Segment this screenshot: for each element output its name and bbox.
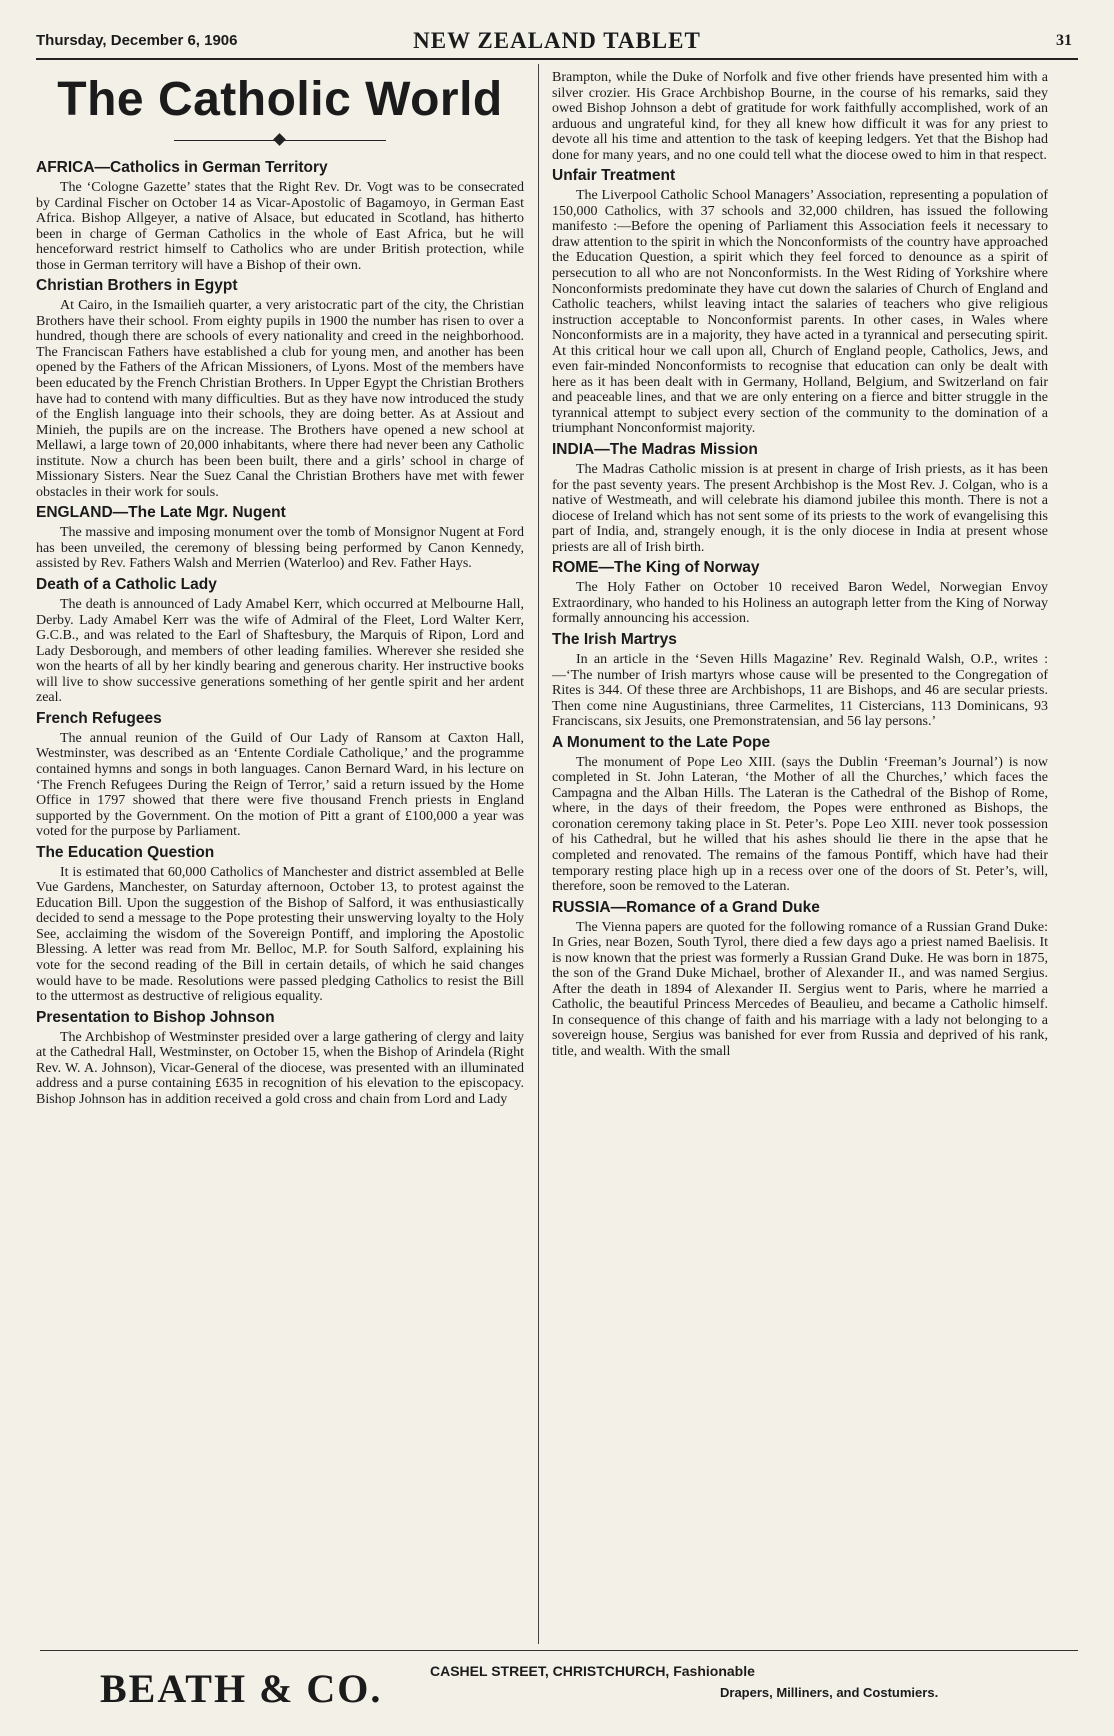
article: [552, 899, 1048, 1060]
article-paragraph: It is estimated that 60,000 Catholics of Manchester and district assembled at Belle Vue Gardens, Manchester, on Saturday afternoon, October 13, to protest against the Education Bill. Upon the suggestion of the Bishop of Salford, it was enthusiastically decided to send a message to the Pope protesting their unswerving loyalty to the Holy See, acclaiming the wisdom of the Sovereign Pontiff, and imploring the Apostolic Blessing. A letter was read from Mr. Belloc, M.P. for South Salford, explaining his vote for the second reading of the Bill in certain details, of which he said changes would have to be made. Resolutions were passed pledging Catholics to resist the Bill to the uttermost as destructive of religious equality.: [36, 864, 524, 1005]
title-ornament: [36, 131, 524, 151]
article-heading: Christian Brothers in Egypt: [36, 277, 238, 295]
article: [36, 277, 524, 500]
article-heading: The Education Question: [36, 843, 215, 861]
article-paragraph: The Liverpool Catholic School Managers’ Association, representing a population of 150,000 Catholics, with 37 schools and 32,000 children, has issued the following manifesto :—Before the opening of Parliament this Association feels it necessary to draw attention to the spirit in which the Nonconformists of the country have approached the Education Question, a spirit which they feel forced to denounce as a spirit of persecution to all who are not Nonconformists. In the West Riding of Yorkshire where Nonconformists predominate they have cut down the salaries of Church of England and Catholic teachers, whilst leaving intact the salaries of teachers who give religious instruction acceptable to Nonconformist parents. In other cases, in Wales where Nonconformists are in a majority, they have acted in a tyrannical and persecuting spirit. At this critical hour we call upon all, Church of England people, Catholics, Jews, and even fair-minded Nonconformists to recognise that education can only be dealt with here as it has been dealt with in Germany, Holland, Belgium, and Switzerland on fair and peaceable lines, and that we are only entering on a fierce and bitter struggle in the tyrannical attempt to subject every section of the community to the domination of a triumphant Nonconformist majority.: [552, 188, 1048, 437]
article: [36, 159, 524, 273]
article-heading: French Refugees: [36, 709, 162, 727]
article-heading: RUSSIA—Romance of a Grand Duke: [552, 898, 820, 916]
article-heading: Unfair Treatment: [552, 167, 676, 185]
article: [36, 504, 524, 572]
article-paragraph: The Archbishop of Westminster presided over a large gathering of clergy and laity at the Cathedral Hall, Westminster, on October 15, when the Bishop of Arindela (Right Rev. W. A. Johnson), Vicar-General of the diocese, was presented with an illuminated address and a purse containing £635 in recognition of his elevation to the episcopacy. Bishop Johnson has in addition received a gold cross and chain from Lord and Lady: [36, 1029, 524, 1107]
right-column: [552, 70, 1048, 1638]
article-paragraph: The Madras Catholic mission is at present in charge of Irish priests, as it has been for the past seventy years. The present Archbishop is the Most Rev. J. Colgan, who is a native of Westmeath, and will celebrate his diamond jubilee this month. There is not a diocese of Ireland which has not sent some of its priests to the work of evangelising this part of India, and, strangely enough, it is the only diocese in India at present whose priests are all of Irish birth.: [552, 462, 1048, 555]
advert-brand: BEATH & CO.: [100, 1666, 383, 1711]
advertisement-footer: [40, 1650, 1078, 1721]
article-paragraph: In an article in the ‘Seven Hills Magazine’ Rev. Reginald Walsh, O.P., writes :—‘The number of Irish martyrs whose cause will be presented to the Congregation of Rites is 344. Of these three are Archbishops, 11 are Bishops, and 46 are secular priests. Then come nine Augustinians, three Carmelites, 11 Cistercians, 113 Dominicans, 93 Franciscans, six Jesuits, one Premonstratensian, and 56 lay persons.’: [552, 651, 1048, 730]
left-articles: [36, 159, 524, 1107]
article-paragraph: The Holy Father on October 10 received Baron Wedel, Norwegian Envoy Extraordinary, who handed to his Holiness an autograph letter from the King of Norway formally announcing his accession.: [552, 580, 1048, 627]
article-heading: Presentation to Bishop Johnson: [36, 1008, 275, 1026]
advert-address: CASHEL STREET, CHRISTCHURCH, Fashionable: [430, 1663, 755, 1679]
article-paragraph: The ‘Cologne Gazette’ states that the Right Rev. Dr. Vogt was to be consecrated by Cardinal Fischer on October 14 as Vicar-Apostolic of Bagamoyo, in German East Africa. Bishop Allgeyer, a native of Alsace, but educated in Scotland, has hitherto been in charge of German Catholics in the whole of East Africa, but he will henceforward restrict himself to Catholics who are under British protection, while those in German territory will have a Bishop of their own.: [36, 180, 524, 273]
diamond-ornament-icon: [273, 133, 286, 146]
article: [552, 441, 1048, 555]
section-title: The Catholic World: [57, 73, 503, 126]
page-number: 31: [1056, 32, 1072, 49]
article-paragraph: The annual reunion of the Guild of Our Lady of Ransom at Caxton Hall, Westminster, was described as an ‘Entente Cordiale Catholique,’ and the programme contained hymns and songs in both languages. Canon Bernard Ward, in his lecture on ‘The French Refugees During the Reign of Terror,’ said a return issued by the Home Office in 1797 showed that there were five thousand French priests in England supported by the Government. On the motion of Pitt a grant of £100,000 a year was voted for the purpose by Parliament.: [36, 730, 524, 840]
page-header: [36, 28, 1078, 60]
article-paragraph: The monument of Pope Leo XIII. (says the Dublin ‘Freeman’s Journal’) is now completed in St. John Lateran, ‘the Mother of all the Churches,’ which faces the Campagna and the Alban Hills. The Lateran is the Cathedral of the Bishop of Rome, where, in the days of their freedom, the Popes were enthroned as Bishops, the coronation ceremony taking place in St. Peter’s. Pope Leo XIII. never took possession of his Cathedral, but he willed that his ashes should lie there in the apse that he completed and renovated. The remains of the famous Pontiff, which have had their temporary resting place high up in a recess over one of the doors of St. Peter’s, will, therefore, soon be removed to the Lateran.: [552, 754, 1048, 895]
article-paragraph: The death is announced of Lady Amabel Kerr, which occurred at Melbourne Hall, Derby. Lady Amabel Kerr was the wife of Admiral of the Fleet, Lord Walter Kerr, G.C.B., and was related to the Earl of Shaftesbury, the Marquis of Ripon, Lord and Lady Desborough, and members of other leading families. Wherever she resided she won the hearts of all by her kindly bearing and generous charity. Her instructive books will live to show successive generations something of her gentle spirit and her ardent zeal.: [36, 597, 524, 706]
advert-trade: Drapers, Milliners, and Costumiers.: [720, 1685, 939, 1700]
article-heading: ENGLAND—The Late Mgr. Nugent: [36, 504, 286, 522]
right-articles: [552, 167, 1048, 1059]
article: [552, 734, 1048, 895]
article-paragraph: The massive and imposing monument over the tomb of Monsignor Nugent at Ford has been unveiled, the ceremony of blessing being performed by Canon Kennedy, assisted by Rev. Fathers Walsh and Merrien (Waterloo) and Rev. Father Hays.: [36, 525, 524, 572]
article-heading: Death of a Catholic Lady: [36, 576, 217, 594]
article: [36, 1009, 524, 1108]
article-heading: A Monument to the Late Pope: [552, 733, 771, 751]
article-paragraph: At Cairo, in the Ismailieh quarter, a very aristocratic part of the city, the Christian Brothers have their school. From eighty pupils in 1900 the number has risen to over a hundred, though there are schools of every nationality and creed in the neighborhood. The Franciscan Fathers have established a club for young men, and another has been opened by the Fathers of the African Missioners, of Lyons. Most of the members have been educated by the French Christian Brothers. In Upper Egypt the Christian Brothers have had to contend with many difficulties. But as they have now introduced the study of the English language into their schools, they are doing better. As at Assiout and Minieh, the pupils are on the increase. The Brothers have opened a new school at Mellawi, a large town of 20,000 inhabitants, where there had never been any Catholic institute. Now a church has been been built, there and a girls’ school in charge of Missionary Sisters. Near the Suez Canal the Christian Brothers have met with fewer obstacles in their work for souls.: [36, 298, 524, 500]
article: [552, 559, 1048, 627]
article-heading: The Irish Martrys: [552, 630, 677, 648]
article-heading: AFRICA—Catholics in German Territory: [36, 159, 328, 176]
article: [36, 576, 524, 706]
article-paragraph: The Vienna papers are quoted for the following romance of a Russian Grand Duke: In Gries, near Bozen, South Tyrol, there died a few days ago a priest named Baelisis. It is now known that the priest was formerly a Russian Grand Duke. He was born in 1875, the son of the Grand Duke Michael, brother of Alexander II., and was named Sergius. After the death in 1894 of Alexander II. Sergius went to Paris, where he married a Catholic, the beautiful Princess Mercedes of Beaulieu, and became a Catholic himself. In consequence of this change of faith and his marriage with a lady not belonging to a sovereign house, Sergius was banished for ever from Russia and deprived of his rank, title, and wealth. With the small: [552, 919, 1048, 1059]
masthead: NEW ZEALAND TABLET: [413, 28, 701, 53]
issue-date: Thursday, December 6, 1906: [36, 32, 238, 49]
article-heading: INDIA—The Madras Mission: [552, 441, 758, 459]
article: [36, 710, 524, 840]
column-divider: [538, 64, 539, 1644]
continued-paragraph: Brampton, while the Duke of Norfolk and five other friends have presented him with a silver crozier. His Grace Archbishop Bourne, in the course of his remarks, said they owed Bishop Johnson a debt of gratitude for work faithfully accomplished, work of an arduous and ungrateful kind, for they all knew how difficult it was for any priest to devote all his time and attention to the task of keeping ledgers. Yet that the Bishop had done for many years, and no one could tell what the diocese owed to him in that respect.: [552, 70, 1048, 163]
article: [552, 167, 1048, 437]
article: [36, 844, 524, 1005]
article: [552, 631, 1048, 730]
article-heading: ROME—The King of Norway: [552, 559, 760, 577]
left-column: [36, 70, 524, 1638]
